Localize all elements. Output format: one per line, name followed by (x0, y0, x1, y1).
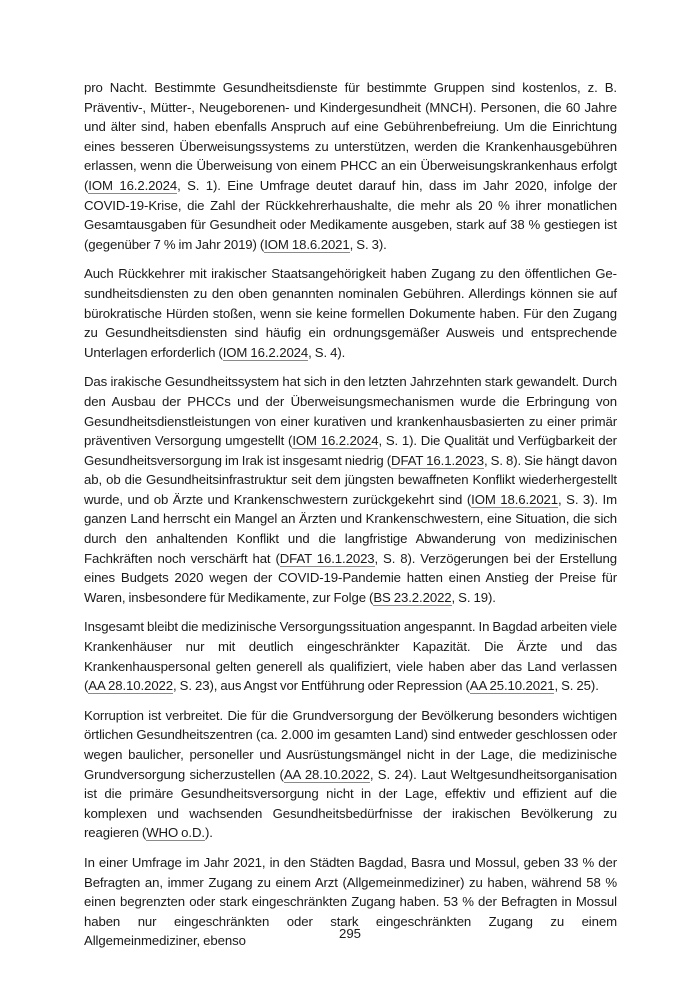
paragraph (84, 264, 617, 362)
text-run: , S. 8). Verzögerungen bei der Erstellung eines Budgets 2020 wegen der COVID-19-Pandemie hatten einen Anstieg der Preise für Waren, insbesondere für Medikamente, zur Folge ( (84, 550, 617, 605)
text-run: , S. 1). Die Qualität und Verfügbarkeit der Gesundheitsversorgung im Irak ist insgesamt niedrig ( (84, 433, 617, 468)
citation-link[interactable]: BS 23.2.2022 (373, 589, 452, 605)
citation-link[interactable]: WHO o.D. (146, 825, 205, 841)
text-run: In einer Umfrage im Jahr 2021, in den Städten Bagdad, Basra und Mossul, geben 33 % der Befragten an, immer Zugang zu einem Arzt (Allgemeinmediziner) zu haben, während 58 % einen begrenzten oder stark eingeschränkten Zugang haben. 53 % der Befragten in Mossul haben nur eingeschränkten oder stark eingeschränkten Zugang zu einem Allgemeinmediziner, ebenso (84, 854, 617, 949)
text-run: , S. 25). (554, 678, 599, 694)
text-run: , S. 24). Laut Weltgesundheitsorganisation ist die primäre Gesundheitsversorgung nicht in der Lage, effektiv und effizient auf die komplexen und wachsenden Gesundheitsbedürfnisse der irakischen Bevölkerung zu reagieren ( (84, 766, 618, 841)
citation-link[interactable]: AA 25.10.2021 (469, 678, 555, 694)
text-run: Insgesamt bleibt die medizinische Versorgungssituation angespannt. In Bagdad arbeiten viele Krankenhäuser nur mit deutlich eingeschränkter Kapazität. Die Ärzte und das Krankenhauspersonal gelten generell als qualifiziert, viele haben aber das Land verlassen ( (84, 619, 617, 694)
citation-link[interactable]: DFAT 16.1.2023 (391, 452, 484, 468)
text-run: , S. 4). (308, 344, 346, 360)
text-run: , S. 19). (451, 589, 496, 605)
text-run: , S. 8). Sie hängt davon ab, ob die Gesundheitsinfrastruktur seit dem jüngsten bewaffneten Konflikt wiederhergestellt wurde, und ob Ärzte und Krankenschwestern zurückgekehrt sind ( (84, 452, 618, 507)
paragraph (84, 372, 617, 607)
citation-link[interactable]: IOM 16.2.2024 (292, 433, 379, 449)
citation-link[interactable]: IOM 18.6.2021 (471, 491, 559, 507)
text-run: , S. 23), aus Angst vor Entführung oder Repression ( (173, 678, 470, 694)
citation-link[interactable]: IOM 16.2.2024 (222, 344, 309, 360)
text-run: Das irakische Gesundheitssystem hat sich in den letzten Jahrzehnten stark gewandelt. Durch den Ausbau der PHCCs und der Überweisungsmechanismen wurde die Erbringung von Gesundheitsdienstleistungen von einer kurativen und krankenhausbasierten zu einer primär präventiven Versorgung umgestellt ( (84, 374, 617, 449)
paragraph (84, 706, 617, 843)
page-number: 295 (338, 926, 361, 941)
paragraph (84, 617, 617, 695)
text-run: Auch Rückkehrer mit irakischer Staatsangehörigkeit haben Zugang zu den öffentlichen Gesundheitsdiensten zu den oben genannten nominalen Gebühren. Allerdings können sie auf bürokratische Hürden stoßen, wenn sie keine formellen Dokumente haben. Für den Zugang zu Gesundheitsdiensten sind häufig ein ordnungsgemäßer Ausweis und entsprechende Unterlagen erforderlich ( (84, 266, 617, 360)
text-run: , S. 3). Im ganzen Land herrscht ein Mangel an Ärzten und Krankenschwestern, eine Situation, die sich durch den anhaltenden Konflikt und die langfristige Abwanderung von medizinischen Fachkräften noch verschärft hat ( (84, 491, 617, 566)
citation-link[interactable]: IOM 18.6.2021 (264, 236, 350, 252)
paragraph (84, 78, 617, 254)
text-run: pro Nacht. Bestimmte Gesundheitsdienste für bestimmte Gruppen sind kostenlos, z. B. Präventiv-, Mütter-, Neugeborenen- und Kindergesundheit (MNCH). Personen, die 60 Jahre und älter sind, haben ebenfalls Anspruch auf eine Gebührenbefreiung. Um die Einrichtung eines besseren Überweisungssystems zu unterstützen, werden die Krankenhausgebühren erlassen, wenn die Überweisung von einem PHCC an ein Überweisungskrankenhaus erfolgt ( (84, 80, 617, 193)
text-run: ). (204, 825, 213, 841)
citation-link[interactable]: DFAT 16.1.2023 (279, 550, 375, 566)
text-run: , S. 1). Eine Umfrage deutet darauf hin, dass im Jahr 2020, infolge der COVID-19-Krise, die Zahl der Rückkehrerhaushalte, die mehr als 20 % ihrer monatlichen Gesamtausgaben für Gesundheit oder Medikamente ausgeben, stark auf 38 % gestiegen ist (gegenüber 7 % im Jahr 2019) ( (84, 177, 617, 252)
text-run: Korruption ist verbreitet. Die für die Grundversorgung der Bevölkerung besonders wichtigen örtlichen Gesundheitszentren (ca. 2.000 im gesamten Land) sind entweder geschlossen oder wegen baulicher, personeller und Ausrüstungsmängel nicht in der Lage, die medizinische Grundversorgung sicherzustellen ( (84, 707, 617, 782)
citation-link[interactable]: AA 28.10.2022 (283, 766, 370, 782)
document-content (84, 78, 617, 961)
citation-link[interactable]: AA 28.10.2022 (88, 678, 174, 694)
text-run: , S. 3). (349, 236, 387, 252)
citation-link[interactable]: IOM 16.2.2024 (88, 177, 178, 193)
